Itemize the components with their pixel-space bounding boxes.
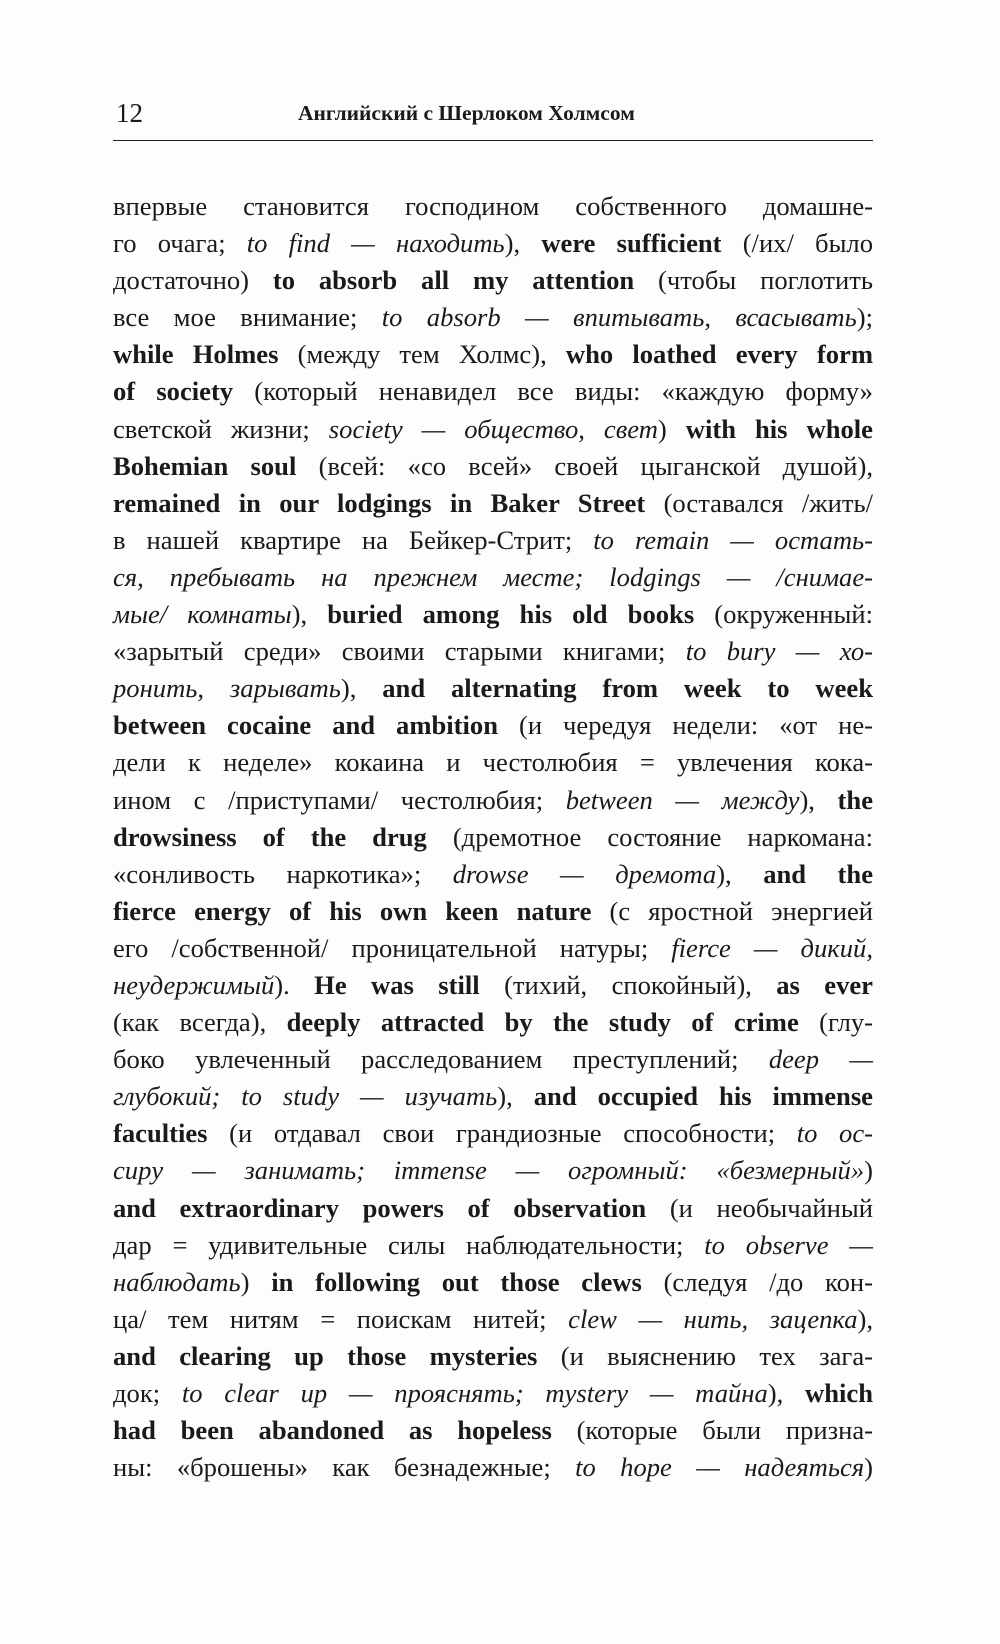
dictionary-gloss: неудержимый <box>113 969 275 1000</box>
text-line <box>113 1115 873 1152</box>
dictionary-gloss: fierce — дикий, <box>671 932 873 963</box>
body-text <box>113 188 873 1486</box>
translation-text: (между тем Холмс), <box>278 339 566 370</box>
translation-text: ином с /приступами/ честолюбия; <box>113 784 566 815</box>
translation-text: дели к неделе» кокаина и честолюбия = увлечения кока- <box>113 747 873 778</box>
english-phrase: buried among his old books <box>327 599 695 630</box>
text-line <box>113 1301 873 1338</box>
translation-text: (дремотное состояние наркомана: <box>426 821 873 852</box>
dictionary-gloss: cupy — занимать; immense — огромный: «безмерный» <box>113 1155 865 1186</box>
translation-text: (чтобы поглотить <box>634 265 873 296</box>
translation-text: (который ненавидел все виды: «каждую форму» <box>233 376 873 407</box>
english-phrase: drowsiness of the drug <box>113 821 427 852</box>
translation-text: дар = удивительные силы наблюдательности; <box>113 1229 705 1260</box>
translation-text: (всей: «со всей» своей цыганской душой), <box>296 450 874 481</box>
running-title: Английский с Шерлоком Холмсом <box>298 101 635 125</box>
text-line <box>113 336 873 373</box>
translation-text: ), <box>497 1081 534 1112</box>
text-line <box>113 448 873 485</box>
text-line <box>113 1449 873 1486</box>
translation-text: (и чередуя недели: «от не- <box>498 710 873 741</box>
english-phrase: to absorb all my attention <box>272 265 635 296</box>
translation-text: ), <box>857 1303 874 1334</box>
dictionary-gloss: clew — нить, зацепка <box>568 1303 858 1334</box>
dictionary-gloss: between — между <box>565 784 800 815</box>
english-phrase: with his whole <box>685 413 873 444</box>
text-line <box>113 1338 873 1375</box>
text-line <box>113 1078 873 1115</box>
dictionary-gloss: мые/ комнаты <box>113 599 292 630</box>
english-phrase: as ever <box>776 969 873 1000</box>
page-header <box>113 96 873 144</box>
dictionary-gloss: to find — находить <box>246 228 505 259</box>
text-line <box>113 819 873 856</box>
translation-text: в нашей квартире на Бейкер-Стрит; <box>113 524 594 555</box>
translation-text: ны: «брошены» как безнадежные; <box>113 1452 576 1483</box>
translation-text: (глу- <box>798 1007 873 1038</box>
english-phrase: of society <box>113 376 234 407</box>
english-phrase: had been abandoned as hopeless <box>113 1415 552 1446</box>
translation-text: «зарытый среди» своими старыми книгами; <box>113 636 686 667</box>
english-phrase: and alternating from week to week <box>382 673 873 704</box>
english-phrase: between cocaine and ambition <box>113 710 499 741</box>
translation-text: ), <box>716 858 764 889</box>
text-line <box>113 633 873 670</box>
english-phrase: fierce energy of his own keen nature <box>113 895 592 926</box>
dictionary-gloss: drowse — дремота <box>452 858 717 889</box>
dictionary-gloss: society — общество, свет <box>328 413 658 444</box>
translation-text: ); <box>856 302 873 333</box>
translation-text: (которые были призна- <box>551 1415 873 1446</box>
english-phrase: and extraordinary powers of observation <box>113 1192 647 1223</box>
translation-text: ) <box>864 1452 873 1483</box>
text-line <box>113 559 873 596</box>
text-line <box>113 596 873 633</box>
translation-text: ) <box>240 1266 272 1297</box>
translation-text: ), <box>504 228 542 259</box>
text-line <box>113 670 873 707</box>
translation-text: ), <box>767 1378 806 1408</box>
text-line <box>113 856 873 893</box>
dictionary-gloss: deep — <box>768 1044 873 1075</box>
translation-text: впервые становится господином собственного домашне- <box>113 191 873 221</box>
translation-text: ), <box>340 673 383 704</box>
translation-text: (следуя /до кон- <box>641 1266 873 1297</box>
header-divider <box>113 140 873 141</box>
dictionary-gloss: to clear up — прояснять; mystery — тайна <box>181 1378 768 1408</box>
dictionary-gloss: to hope — надеяться <box>575 1452 865 1483</box>
text-line <box>113 485 873 522</box>
text-line <box>113 225 873 262</box>
text-line <box>113 930 873 967</box>
text-line <box>113 744 873 781</box>
translation-text: (оставался /жить/ <box>645 487 873 518</box>
text-line <box>113 707 873 744</box>
dictionary-gloss: глубокий; to study — изучать <box>113 1081 498 1112</box>
translation-text: (/их/ было <box>721 228 874 259</box>
translation-text: «сонливость наркотика»; <box>113 858 453 889</box>
dictionary-gloss: to absorb — впитывать, всасывать <box>381 302 857 333</box>
text-line <box>113 1004 873 1041</box>
text-line <box>113 893 873 930</box>
translation-text: ца/ тем нитям = поискам нитей; <box>113 1303 569 1334</box>
translation-text: док; <box>113 1378 182 1408</box>
translation-text: (с яростной энергией <box>591 895 874 926</box>
translation-text: ) <box>864 1155 873 1186</box>
translation-text: (тихий, спокойный), <box>479 969 777 1000</box>
dictionary-gloss: ронить, зарывать <box>113 673 341 704</box>
translation-text: го очага; <box>113 228 247 259</box>
text-line <box>113 373 873 410</box>
text-line <box>113 1152 873 1189</box>
text-line <box>113 967 873 1004</box>
translation-text: ), <box>799 784 838 815</box>
english-phrase: the <box>837 784 873 815</box>
text-line <box>113 1412 873 1449</box>
text-line <box>113 188 873 225</box>
translation-text: (и отдавал свои грандиозные способности; <box>207 1118 797 1149</box>
english-phrase: Bohemian soul <box>113 450 297 481</box>
translation-text: ), <box>291 599 328 630</box>
text-line <box>113 522 873 559</box>
english-phrase: deeply attracted by the study of crime <box>286 1007 799 1038</box>
english-phrase: who loathed every form <box>565 339 873 370</box>
text-line <box>113 299 873 336</box>
text-line <box>113 1375 873 1412</box>
text-line <box>113 1227 873 1264</box>
translation-text: боко увлеченный расследованием преступлений; <box>113 1044 769 1075</box>
translation-text: достаточно) <box>113 265 273 296</box>
english-phrase: while Holmes <box>113 339 279 370</box>
translation-text: (как всегда), <box>113 1007 287 1038</box>
text-line <box>113 1041 873 1078</box>
dictionary-gloss: to remain — остать- <box>593 524 873 555</box>
translation-text: все мое внимание; <box>113 302 382 333</box>
dictionary-gloss: to oc- <box>796 1118 874 1149</box>
translation-text: ). <box>274 969 315 1000</box>
dictionary-gloss: наблюдать <box>113 1266 241 1297</box>
english-phrase: in following out those clews <box>271 1266 642 1297</box>
text-line <box>113 1190 873 1227</box>
translation-text: ) <box>657 413 686 444</box>
english-phrase: which <box>805 1378 873 1408</box>
page-number: 12 <box>116 98 143 128</box>
text-line <box>113 411 873 448</box>
english-phrase: and clearing up those mysteries <box>113 1340 538 1371</box>
english-phrase: and occupied his immense <box>533 1081 873 1112</box>
english-phrase: and the <box>763 858 874 889</box>
dictionary-gloss: ся, пребывать на прежнем месте; lodgings — /снимае- <box>113 561 873 592</box>
translation-text: (и выяснению тех зага- <box>537 1340 873 1371</box>
english-phrase: faculties <box>113 1118 208 1149</box>
text-line <box>113 1264 873 1301</box>
translation-text: (окруженный: <box>694 599 873 630</box>
text-line <box>113 262 873 299</box>
translation-text: (и необычайный <box>646 1192 873 1223</box>
translation-text: светской жизни; <box>113 413 329 444</box>
english-phrase: remained in our lodgings in Baker Street <box>113 487 646 518</box>
english-phrase: were sufficient <box>541 228 722 259</box>
english-phrase: He was still <box>314 969 480 1000</box>
translation-text: его /собственной/ проницательной натуры; <box>113 932 672 963</box>
dictionary-gloss: to observe — <box>704 1229 873 1260</box>
dictionary-gloss: to bury — хо- <box>685 636 873 667</box>
text-line <box>113 782 873 819</box>
